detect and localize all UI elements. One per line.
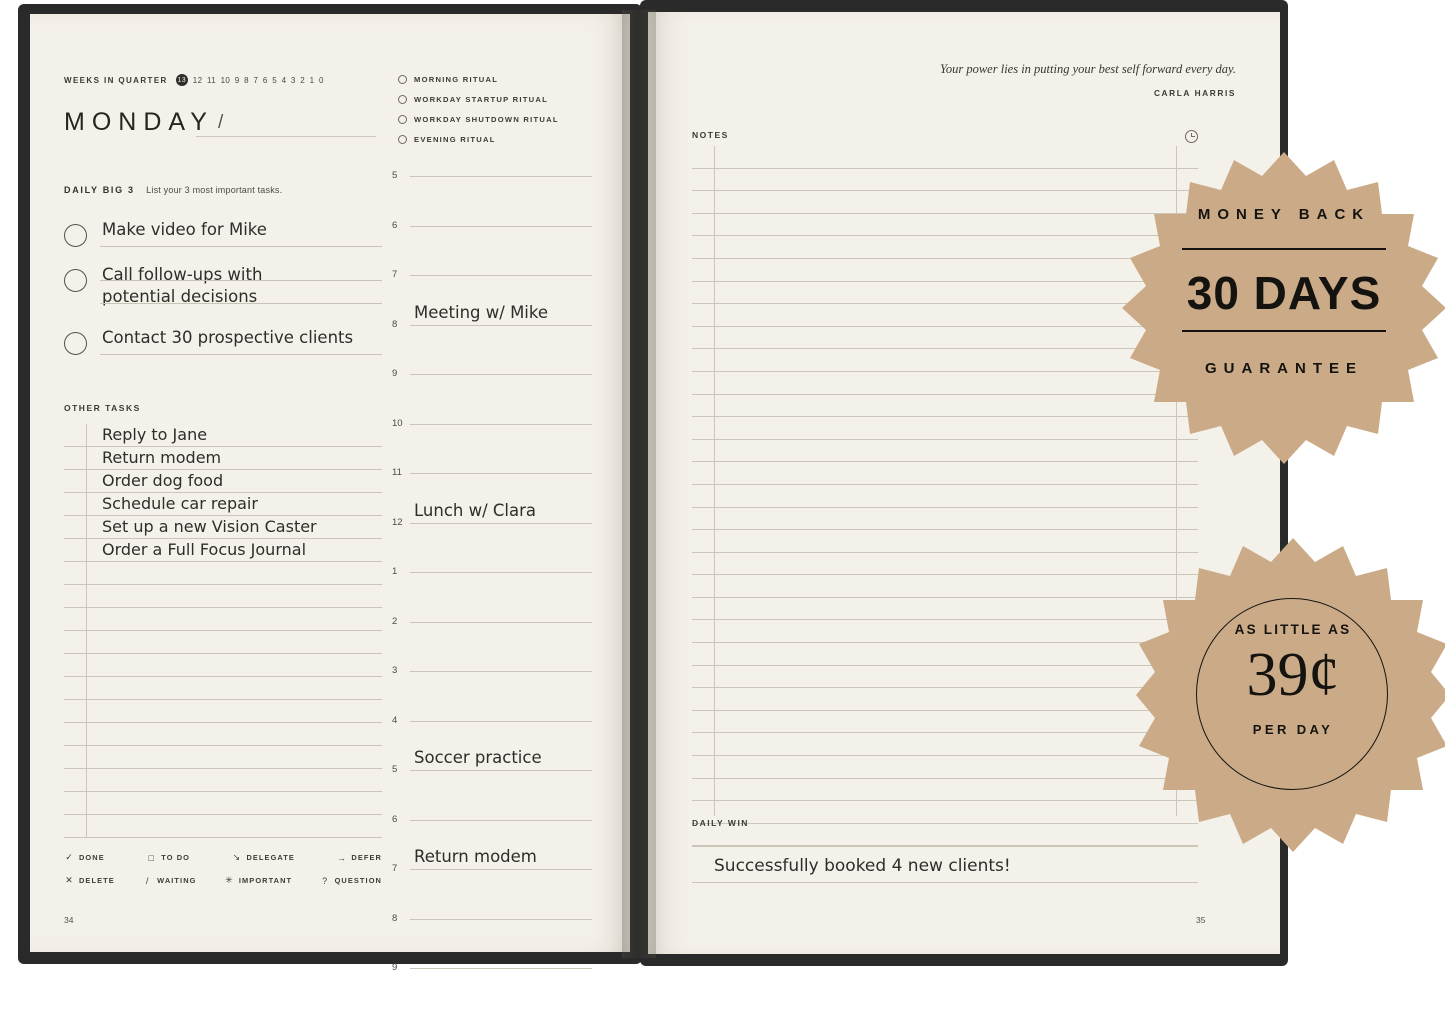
day-name: MONDAY <box>64 108 214 136</box>
quote-author: CARLA HARRIS <box>1153 88 1236 98</box>
write-line[interactable] <box>692 824 1198 847</box>
badge-main-text: 30 DAYS <box>1186 267 1382 319</box>
row-tick <box>86 769 87 791</box>
hour-label: 1 <box>392 566 398 577</box>
arrow-down-right-icon: ↘ <box>232 852 241 862</box>
big3-item-text: Contact 30 prospective clients <box>102 328 354 347</box>
legend-todo <box>146 852 190 863</box>
write-line <box>410 919 592 920</box>
write-line[interactable] <box>692 688 1198 711</box>
week-number: 1 <box>309 75 315 85</box>
other-tasks-list <box>64 424 382 838</box>
schedule-row[interactable] <box>392 302 592 375</box>
week-number: 2 <box>300 75 306 85</box>
legend-label: TO DO <box>161 853 190 862</box>
list-item-empty[interactable] <box>64 608 382 631</box>
week-number: 5 <box>272 75 278 85</box>
hour-label: 5 <box>392 170 398 181</box>
hour-label: 6 <box>392 219 398 231</box>
schedule-event: Return modem <box>414 847 537 866</box>
list-item[interactable] <box>64 424 382 447</box>
notes-left-margin-rule <box>714 146 715 816</box>
task-text: Order dog food <box>102 471 224 490</box>
list-item-empty[interactable] <box>64 585 382 608</box>
schedule-row[interactable] <box>392 566 592 622</box>
list-item-empty[interactable] <box>64 815 382 838</box>
legend-label: IMPORTANT <box>238 876 293 885</box>
write-line[interactable] <box>692 779 1198 802</box>
hour-label: 12 <box>392 516 403 528</box>
schedule-event: Meeting w/ Mike <box>414 302 549 322</box>
week-number: 10 <box>220 75 231 85</box>
quote-text: Your power lies in putting your best self forward every day. <box>940 62 1236 76</box>
hour-label: 9 <box>392 368 398 379</box>
row-tick <box>86 792 87 814</box>
big3-item-text-line2: potential decisions <box>102 287 258 306</box>
checkbox-circle-icon[interactable] <box>64 224 87 247</box>
notes-label: NOTES <box>692 130 729 140</box>
write-line[interactable] <box>692 620 1198 643</box>
asterisk-icon: ✳ <box>225 875 233 885</box>
list-item-empty[interactable] <box>64 792 382 815</box>
week-number-current: 13 <box>176 74 188 86</box>
list-item[interactable] <box>64 493 382 516</box>
row-tick <box>86 562 87 584</box>
write-line <box>410 622 592 623</box>
schedule-row[interactable] <box>392 500 592 573</box>
hour-label: 4 <box>392 714 398 726</box>
week-number: 3 <box>290 75 296 85</box>
hour-label: 2 <box>392 615 398 627</box>
row-tick <box>86 631 87 653</box>
checkbox-circle-icon[interactable] <box>398 135 407 144</box>
big3-item-text: Call follow-ups with <box>102 265 263 284</box>
list-item-empty[interactable] <box>64 677 382 700</box>
badge-content <box>1118 148 1445 466</box>
date-write-line <box>196 136 376 137</box>
write-line[interactable] <box>692 846 1198 847</box>
week-number: 4 <box>281 75 287 85</box>
hour-label: 5 <box>392 764 398 775</box>
daily-schedule <box>392 170 592 1018</box>
legend-label: DONE <box>79 853 105 862</box>
legend-label: WAITING <box>157 876 197 885</box>
schedule-row[interactable] <box>392 219 592 276</box>
row-tick <box>86 585 87 607</box>
checkbox-circle-icon[interactable] <box>64 332 87 355</box>
price-per-day-badge <box>1134 536 1445 854</box>
row-tick <box>86 700 87 722</box>
write-line <box>410 523 592 524</box>
list-item[interactable] <box>64 516 382 539</box>
hour-label: 6 <box>392 813 398 825</box>
row-tick <box>86 424 87 446</box>
row-tick <box>86 608 87 630</box>
row-tick <box>86 723 87 745</box>
schedule-event: Lunch w/ Clara <box>414 500 537 520</box>
legend-row <box>64 852 382 863</box>
write-line <box>100 303 382 304</box>
row-tick <box>86 470 87 492</box>
badge-top-arc-text: MONEY BACK <box>1197 206 1371 223</box>
write-line <box>410 325 592 326</box>
write-line <box>100 280 382 281</box>
daily-big-3-header <box>64 180 282 198</box>
write-line <box>410 473 592 474</box>
hour-label: 8 <box>392 912 398 924</box>
daily-win-text: Successfully booked 4 new clients! <box>714 856 1011 876</box>
row-tick <box>86 539 87 561</box>
write-line <box>410 424 592 425</box>
checkbox-circle-icon[interactable] <box>398 95 407 104</box>
schedule-row[interactable] <box>392 665 592 721</box>
write-line[interactable] <box>692 598 1198 621</box>
badge-content <box>1134 536 1445 854</box>
schedule-row[interactable] <box>392 417 592 474</box>
write-line <box>410 721 592 722</box>
row-tick <box>86 447 87 469</box>
money-back-guarantee-badge <box>1118 148 1445 466</box>
write-line[interactable] <box>692 801 1198 824</box>
daily-win-label: DAILY WIN <box>692 818 749 828</box>
daily-big-3-hint: List your 3 most important tasks. <box>146 185 283 195</box>
page-number-left: 34 <box>64 915 74 925</box>
row-tick <box>86 677 87 699</box>
write-line <box>410 374 592 375</box>
task-text: Set up a new Vision Caster <box>102 517 317 536</box>
write-line[interactable] <box>692 733 1198 756</box>
ritual-label: WORKDAY STARTUP RITUAL <box>414 95 548 104</box>
hour-label: 11 <box>392 467 402 478</box>
hour-label: 9 <box>392 962 398 973</box>
list-item[interactable] <box>64 447 382 470</box>
badge-amount: 39¢ <box>1246 641 1340 709</box>
list-item-empty[interactable] <box>64 654 382 677</box>
week-number: 6 <box>262 75 268 85</box>
task-text: Return modem <box>102 448 222 467</box>
weeks-in-quarter <box>64 74 328 86</box>
list-item-empty[interactable] <box>64 769 382 792</box>
write-line[interactable] <box>692 643 1198 666</box>
schedule-row[interactable] <box>392 912 592 969</box>
task-text: Schedule car repair <box>102 494 258 513</box>
schedule-row[interactable] <box>392 962 592 1018</box>
badge-bottom-arc-text: GUARANTEE <box>1204 360 1363 377</box>
page-number-right: 35 <box>1196 915 1206 925</box>
legend-label: DEFER <box>351 853 382 862</box>
slash-icon: / <box>145 875 149 886</box>
hour-label: 3 <box>392 665 398 676</box>
write-line <box>410 968 592 969</box>
check-icon: ✓ <box>65 852 73 862</box>
badge-line3: PER DAY <box>1252 722 1334 737</box>
question-icon: ? <box>322 875 328 886</box>
arrow-right-icon: → <box>336 852 346 863</box>
task-text: Reply to Jane <box>102 425 208 444</box>
legend-waiting <box>142 875 196 886</box>
ritual-workday-shutdown[interactable] <box>398 115 559 124</box>
cross-icon: ✕ <box>65 875 73 885</box>
week-number: 9 <box>234 75 240 85</box>
write-line <box>410 770 592 771</box>
write-line <box>410 176 592 177</box>
legend-important <box>224 875 292 886</box>
clock-icon <box>1185 130 1198 143</box>
write-line <box>410 572 592 573</box>
list-item-empty[interactable] <box>64 631 382 654</box>
write-line[interactable] <box>692 508 1198 531</box>
week-number: 8 <box>244 75 249 85</box>
week-number: 7 <box>253 75 259 85</box>
write-line <box>100 354 382 355</box>
week-number: 12 <box>192 75 203 85</box>
legend-row <box>64 875 382 886</box>
row-tick <box>86 493 87 515</box>
write-line <box>410 275 592 276</box>
list-item-empty[interactable] <box>64 700 382 723</box>
task-text: Order a Full Focus Journal <box>102 540 307 559</box>
legend-delete <box>64 875 115 886</box>
list-item-empty[interactable] <box>64 562 382 585</box>
legend-question <box>320 875 382 886</box>
write-line <box>100 246 382 247</box>
write-line[interactable] <box>692 882 1198 883</box>
schedule-row[interactable] <box>392 170 592 226</box>
row-tick <box>86 654 87 676</box>
legend-defer <box>336 852 382 863</box>
badge-divider-top <box>1182 248 1386 250</box>
ritual-label: MORNING RITUAL <box>414 75 499 84</box>
schedule-event: Soccer practice <box>414 748 542 767</box>
write-line <box>410 226 592 227</box>
week-number: 0 <box>319 75 324 85</box>
legend-label: DELEGATE <box>246 853 295 862</box>
write-line <box>410 869 592 870</box>
ritual-evening[interactable] <box>398 135 496 144</box>
write-line[interactable] <box>692 530 1198 553</box>
badge-line1: AS LITTLE AS <box>1234 622 1352 637</box>
ritual-workday-startup[interactable] <box>398 95 548 104</box>
schedule-row[interactable] <box>392 615 592 672</box>
daily-big-3-label: DAILY BIG 3 <box>64 185 135 195</box>
list-item-empty[interactable] <box>64 723 382 746</box>
ritual-label: EVENING RITUAL <box>414 135 496 144</box>
square-icon: □ <box>148 852 154 863</box>
legend-delegate <box>231 852 295 863</box>
badge-divider-bottom <box>1182 330 1386 332</box>
checkbox-circle-icon[interactable] <box>64 269 87 292</box>
book-gutter <box>622 10 656 958</box>
list-item[interactable] <box>64 539 382 562</box>
schedule-row[interactable] <box>392 748 592 820</box>
list-item-empty[interactable] <box>64 746 382 769</box>
write-line[interactable] <box>692 666 1198 689</box>
checkbox-circle-icon[interactable] <box>398 115 407 124</box>
legend-done <box>64 852 105 863</box>
hour-label: 8 <box>392 318 398 330</box>
write-line[interactable] <box>692 756 1198 779</box>
write-line <box>410 820 592 821</box>
other-tasks-label: OTHER TASKS <box>64 403 141 413</box>
write-line[interactable] <box>692 711 1198 734</box>
ritual-morning[interactable] <box>398 75 498 84</box>
date-separator: / <box>218 112 224 133</box>
row-tick <box>86 815 87 837</box>
hour-label: 7 <box>392 863 398 874</box>
schedule-row[interactable] <box>392 368 592 424</box>
hour-label: 7 <box>392 269 398 280</box>
week-number: 11 <box>206 75 217 85</box>
weeks-label: WEEKS IN QUARTER <box>64 75 168 85</box>
row-tick <box>86 516 87 538</box>
ritual-label: WORKDAY SHUTDOWN RITUAL <box>414 115 559 124</box>
checkbox-circle-icon[interactable] <box>398 75 407 84</box>
write-line[interactable] <box>692 575 1198 598</box>
write-line <box>410 671 592 672</box>
legend <box>64 852 382 898</box>
schedule-row[interactable] <box>392 847 592 919</box>
write-line[interactable] <box>692 485 1198 508</box>
big3-item-text: Make video for Mike <box>102 220 267 239</box>
write-line[interactable] <box>692 553 1198 576</box>
row-tick <box>86 746 87 768</box>
hour-label: 10 <box>392 417 403 429</box>
legend-label: QUESTION <box>334 876 382 885</box>
list-item[interactable] <box>64 470 382 493</box>
legend-label: DELETE <box>79 876 115 885</box>
